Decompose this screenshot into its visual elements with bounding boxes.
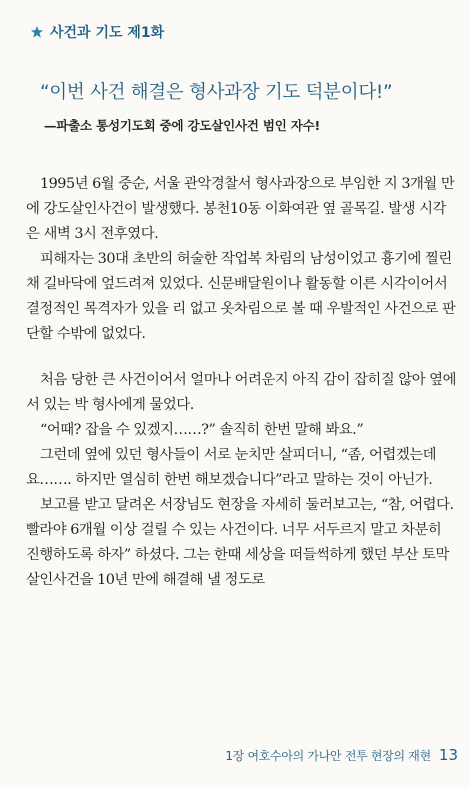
chapter-tag: 사건과 기도 제1화 xyxy=(50,25,165,41)
headline-quote: “이번 사건 해결은 형사과장 기도 덕분이다!” xyxy=(40,82,393,103)
page-footer xyxy=(225,746,458,764)
chapter-heading xyxy=(30,22,164,42)
paragraph: 피해자는 30대 초반의 허술한 작업복 차림의 남성이었고 흉기에 찔린 채 길바닥에 엎드려져 있었다. 신문배달원이나 활동할 이른 시각이어서 결정적인 목격자가 있을 리 없고 옷차림으로 볼 때 우발적인 사건으로 판단할 수밖에 없었다. xyxy=(26,251,456,342)
paragraph: 1995년 6월 중순, 서울 관악경찰서 형사과장으로 부임한 지 3개월 만에 강도살인사건이 발생했다. 봉천10동 이화여관 옆 골목길. 발생 시각은 새벽 3시 전후였다. xyxy=(26,176,455,242)
paragraph: 처음 당한 큰 사건이어서 얼마나 어려운지 아직 감이 잡히질 않아 옆에 서 있는 박 형사에게 물었다. xyxy=(26,372,456,413)
page-number: 13 xyxy=(438,746,458,764)
paragraph: 보고를 받고 달려온 서장님도 현장을 자세히 둘러보고는, “참, 어렵다. 빨라야 6개월 이상 걸릴 수 있는 사건이다. 너무 서두르지 말고 차분히 진행하도록 하자” 하셨다. 그는 한때 세상을 떠들썩하게 했던 부산 토막살인사건을 10년 만에 해결해 낼 정도로 xyxy=(26,497,454,588)
paragraph: 그런데 옆에 있던 형사들이 서로 눈치만 살피더니, “좀, 어렵겠는데요……. 하지만 열심히 한번 해보겠습니다”라고 말하는 것이 아닌가. xyxy=(26,447,437,488)
paragraph: “어때? 잡을 수 있겠지……?” 솔직히 한번 말해 봐요.” xyxy=(40,422,364,438)
body-text xyxy=(26,172,458,593)
subheadline: —파출소 통성기도회 중에 강도살인사건 범인 자수! xyxy=(44,118,321,133)
star-icon xyxy=(30,25,44,39)
running-footer-title: 1장 여호수아의 가나안 전투 현장의 재현 xyxy=(225,749,431,763)
